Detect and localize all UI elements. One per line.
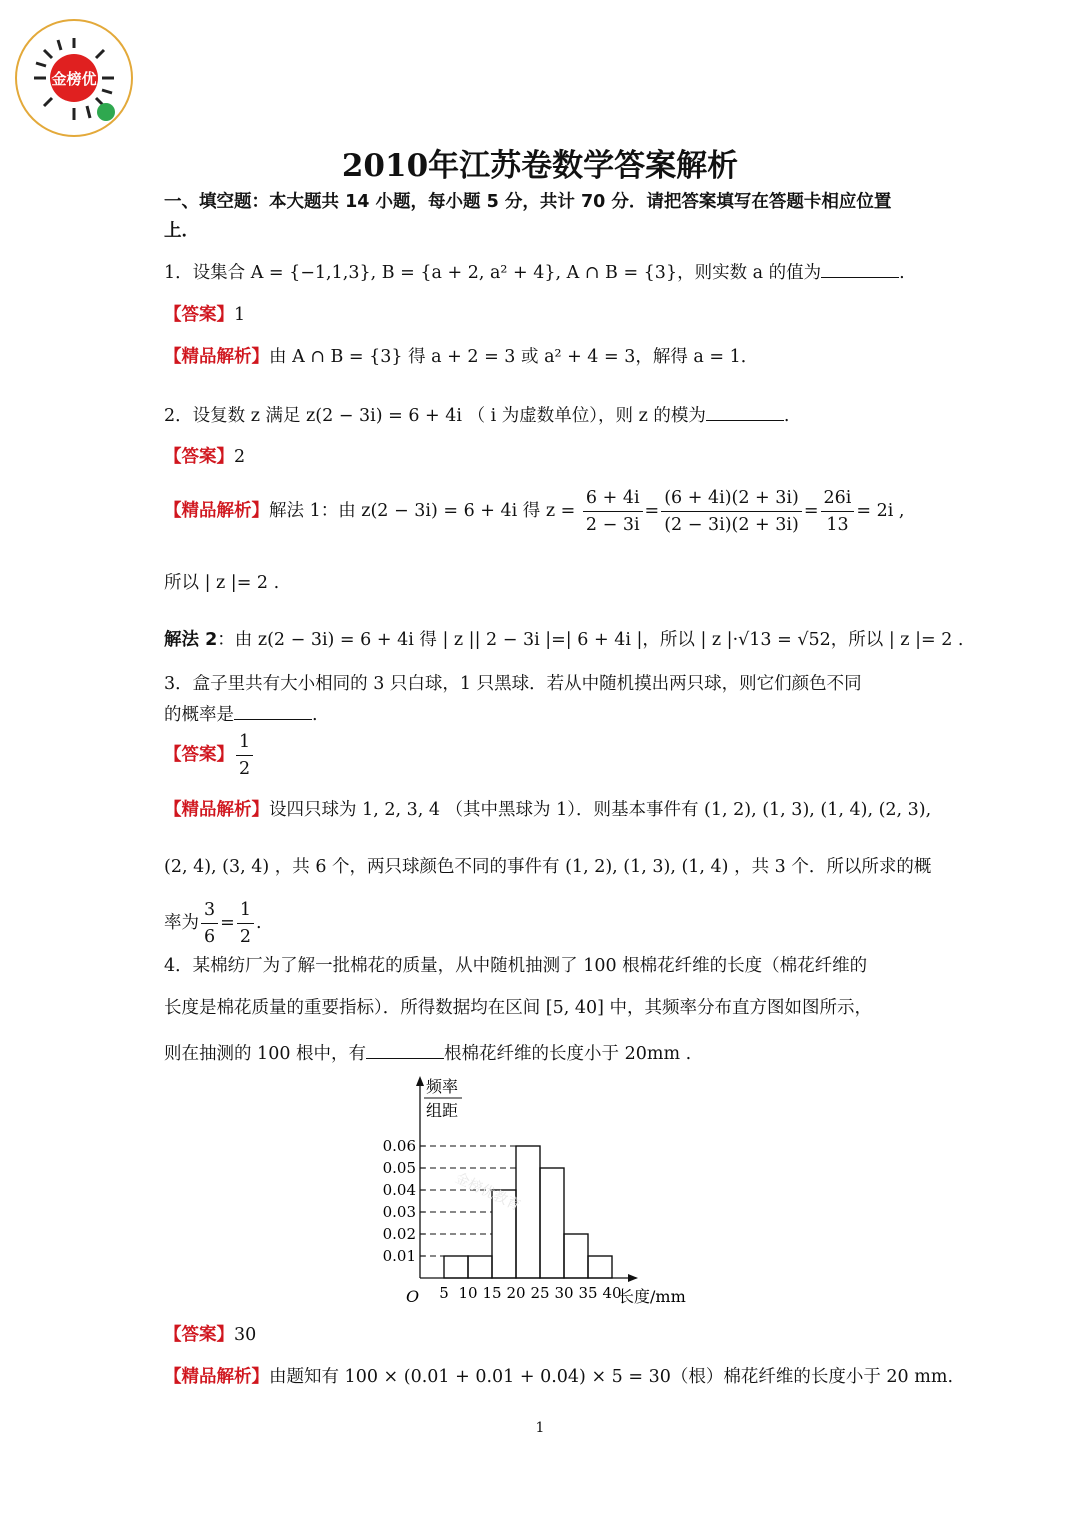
y-tick-label-0.05: 0.05 — [382, 1159, 416, 1177]
q4-stem-line1: 4．某棉纺厂为了解一批棉花的质量，从中随机抽测了 100 根棉花纤维的长度（棉花纤维的 — [164, 956, 868, 976]
histogram-bars — [444, 1146, 612, 1278]
analysis-label: 【精品解析】 — [164, 1367, 269, 1387]
q1-stem-text: 1．设集合 A = {−1,1,3}, B = {a + 2, a² + 4}, A ∩ B = {3}，则实数 a 的值为 — [164, 263, 822, 283]
q2-fraction-2-den: (2 − 3i)(2 + 3i) — [664, 515, 799, 535]
q4-answer-value: 30 — [234, 1325, 257, 1345]
q3-q-den: 2 — [239, 927, 251, 947]
logo-badge — [14, 18, 134, 138]
histogram-bar-20-25 — [516, 1146, 540, 1278]
q2-analysis-method2 — [164, 628, 963, 652]
q3-stem2-text: 的概率是 — [164, 705, 234, 725]
q2-analysis-method1: 【精品解析】解法 1：由 z(2 − 3i) = 6 + 4i 得 z = $\frac{6 + 4i}{2 - 3i}$ = $\frac{(6 + 4i)(2 + 3i)}{(2 - 3i)(2 + 3i)}$ = $\frac{26i}{13}$ = 2i , — [164, 484, 904, 538]
x-axis-arrow — [628, 1274, 638, 1282]
q2-result: = 2i , — [856, 501, 905, 521]
histogram-chart — [360, 1070, 720, 1315]
analysis-label: 【精品解析】 — [164, 800, 269, 820]
y-axis-label-top: 频率 — [425, 1077, 459, 1096]
x-tick-label-35: 35 — [578, 1284, 598, 1302]
q2-analysis-prefix: 解法 1：由 z(2 − 3i) = 6 + 4i 得 z = — [269, 501, 576, 521]
y-tick-label-0.04: 0.04 — [382, 1181, 416, 1199]
answer-label: 【答案】 — [164, 305, 234, 325]
q3-answer-den: 2 — [239, 759, 251, 779]
q2-fraction-3-num: 26i — [821, 485, 855, 512]
q2-stem: 2．设复数 z 满足 z(2 − 3i) = 6 + 4i （ i 为虚数单位），则 z 的模为 . — [164, 402, 789, 428]
q3-p-num: 3 — [201, 897, 218, 924]
q2-fraction-1-den: 2 − 3i — [585, 515, 640, 535]
q3-analysis-line3: 率为 $\frac{3}{6}$ = $\frac{1}{2}$ . — [164, 896, 262, 950]
q3-fraction-b — [237, 897, 254, 950]
q4-analysis — [164, 1365, 953, 1389]
page-title: 2010年江苏卷数学答案解析 — [341, 148, 739, 184]
section-header-line2: 上． — [164, 221, 199, 241]
q2-answer-value: 2 — [234, 447, 246, 467]
q1-answer — [164, 303, 245, 327]
q2-fraction-3-den: 13 — [826, 515, 849, 535]
x-tick-label-25: 25 — [530, 1284, 550, 1302]
histogram-bar-25-30 — [540, 1168, 564, 1278]
q4-analysis-text: 由题知有 100 × (0.01 + 0.01 + 0.04) × 5 = 30（根）棉花纤维的长度小于 20 mm. — [269, 1367, 954, 1387]
y-tick-labels — [383, 1137, 425, 1265]
section-header-line1: 一、填空题：本大题共 14 小题，每小题 5 分，共计 70 分．请把答案填写在答题卡相应位置 — [164, 192, 892, 212]
q1-blank — [821, 259, 899, 278]
q2-fraction-1 — [583, 485, 643, 538]
q4-answer — [164, 1323, 256, 1347]
q2-fraction-1-num: 6 + 4i — [583, 485, 643, 512]
x-tick-label-10: 10 — [458, 1284, 478, 1302]
q3-fraction-a — [201, 897, 218, 950]
q4-stem3b-text: 根棉花纤维的长度小于 20mm . — [444, 1044, 692, 1064]
q2-method2-text: ：由 z(2 − 3i) = 6 + 4i 得 | z || 2 − 3i |=| 6 + 4i |，所以 | z |·√13 = √52，所以 | z |= 2 . — [217, 630, 964, 650]
origin-label: O — [406, 1287, 420, 1306]
answer-label: 【答案】 — [164, 447, 234, 467]
q3-stem-line1: 3．盒子里共有大小相同的 3 只白球，1 只黑球．若从中随机摸出两只球，则它们颜色不同 — [164, 674, 862, 694]
analysis-label: 【精品解析】 — [164, 501, 269, 521]
q4-stem3a-text: 则在抽测的 100 根中，有 — [164, 1044, 367, 1064]
q1-answer-value: 1 — [234, 305, 246, 325]
answer-label: 【答案】 — [164, 1325, 234, 1345]
q1-analysis-text: 由 A ∩ B = {3} 得 a + 2 = 3 或 a² + 4 = 3，解得 a = 1． — [269, 347, 759, 367]
y-axis-arrow — [416, 1076, 424, 1086]
q2-answer — [164, 445, 245, 469]
watermark: 金榜优教育 — [452, 1170, 523, 1215]
q2-fraction-3 — [821, 485, 855, 538]
page-number: 1 — [535, 1420, 545, 1436]
x-tick-labels — [439, 1284, 621, 1302]
q3-analysis3-prefix: 率为 — [164, 913, 199, 933]
q3-analysis-line2: (2, 4), (3, 4) ，共 6 个，两只球颜色不同的事件有 (1, 2), (1, 3), (1, 4) ，共 3 个．所以所求的概 — [164, 857, 932, 877]
q2-so: 所以 | z |= 2 . — [164, 573, 280, 593]
q3-analysis1-text: 设四只球为 1, 2, 3, 4 （其中黑球为 1）．则基本事件有 (1, 2), (1, 3), (1, 4), (2, 3), — [269, 800, 932, 820]
q4-stem-line2: 长度是棉花质量的重要指标）．所得数据均在区间 [5, 40] 中，其频率分布直方图如图所示， — [164, 998, 873, 1018]
q3-p-den: 6 — [204, 927, 216, 947]
histogram-bar-35-40 — [588, 1256, 612, 1278]
y-tick-label-0.03: 0.03 — [382, 1203, 416, 1221]
logo — [14, 18, 134, 138]
q2-fraction-2-num: (6 + 4i)(2 + 3i) — [661, 485, 802, 512]
q3-answer — [164, 728, 255, 782]
y-axis-label-bottom: 组距 — [425, 1101, 459, 1120]
y-tick-label-0.02: 0.02 — [382, 1225, 416, 1243]
q3-analysis-line1 — [164, 798, 931, 822]
q2-blank — [706, 402, 784, 421]
x-tick-label-40: 40 — [602, 1284, 622, 1302]
q3-answer-num: 1 — [236, 729, 253, 756]
histogram-bar-10-15 — [468, 1256, 492, 1278]
q3-q-num: 1 — [237, 897, 254, 924]
x-tick-label-5: 5 — [439, 1284, 449, 1302]
answer-label: 【答案】 — [164, 745, 234, 765]
analysis-label: 【精品解析】 — [164, 347, 269, 367]
x-tick-label-15: 15 — [482, 1284, 502, 1302]
logo-text: 金榜优 — [51, 70, 97, 88]
q1-analysis — [164, 345, 758, 369]
q2-stem-text: 2．设复数 z 满足 z(2 − 3i) = 6 + 4i （ i 为虚数单位），则 z 的模为 — [164, 406, 706, 426]
y-tick-label-0.06: 0.06 — [382, 1137, 416, 1155]
q3-stem-line2: 的概率是 . — [164, 701, 318, 727]
histogram-bar-30-35 — [564, 1234, 588, 1278]
x-tick-label-30: 30 — [554, 1284, 574, 1302]
x-tick-label-20: 20 — [506, 1284, 526, 1302]
histogram-bar-5-10 — [444, 1256, 468, 1278]
q2-fraction-2 — [661, 485, 802, 538]
q1-stem: 1．设集合 A = {−1,1,3}, B = {a + 2, a² + 4}, A ∩ B = {3}，则实数 a 的值为 . — [164, 259, 905, 285]
x-axis-label: 长度/mm — [618, 1287, 686, 1306]
q3-answer-fraction — [236, 729, 253, 782]
q2-method2-label: 解法 2 — [164, 630, 218, 650]
q4-stem-line3 — [164, 1040, 691, 1066]
q3-blank — [234, 701, 312, 720]
q4-blank — [366, 1040, 444, 1059]
y-tick-label-0.01: 0.01 — [382, 1247, 416, 1265]
